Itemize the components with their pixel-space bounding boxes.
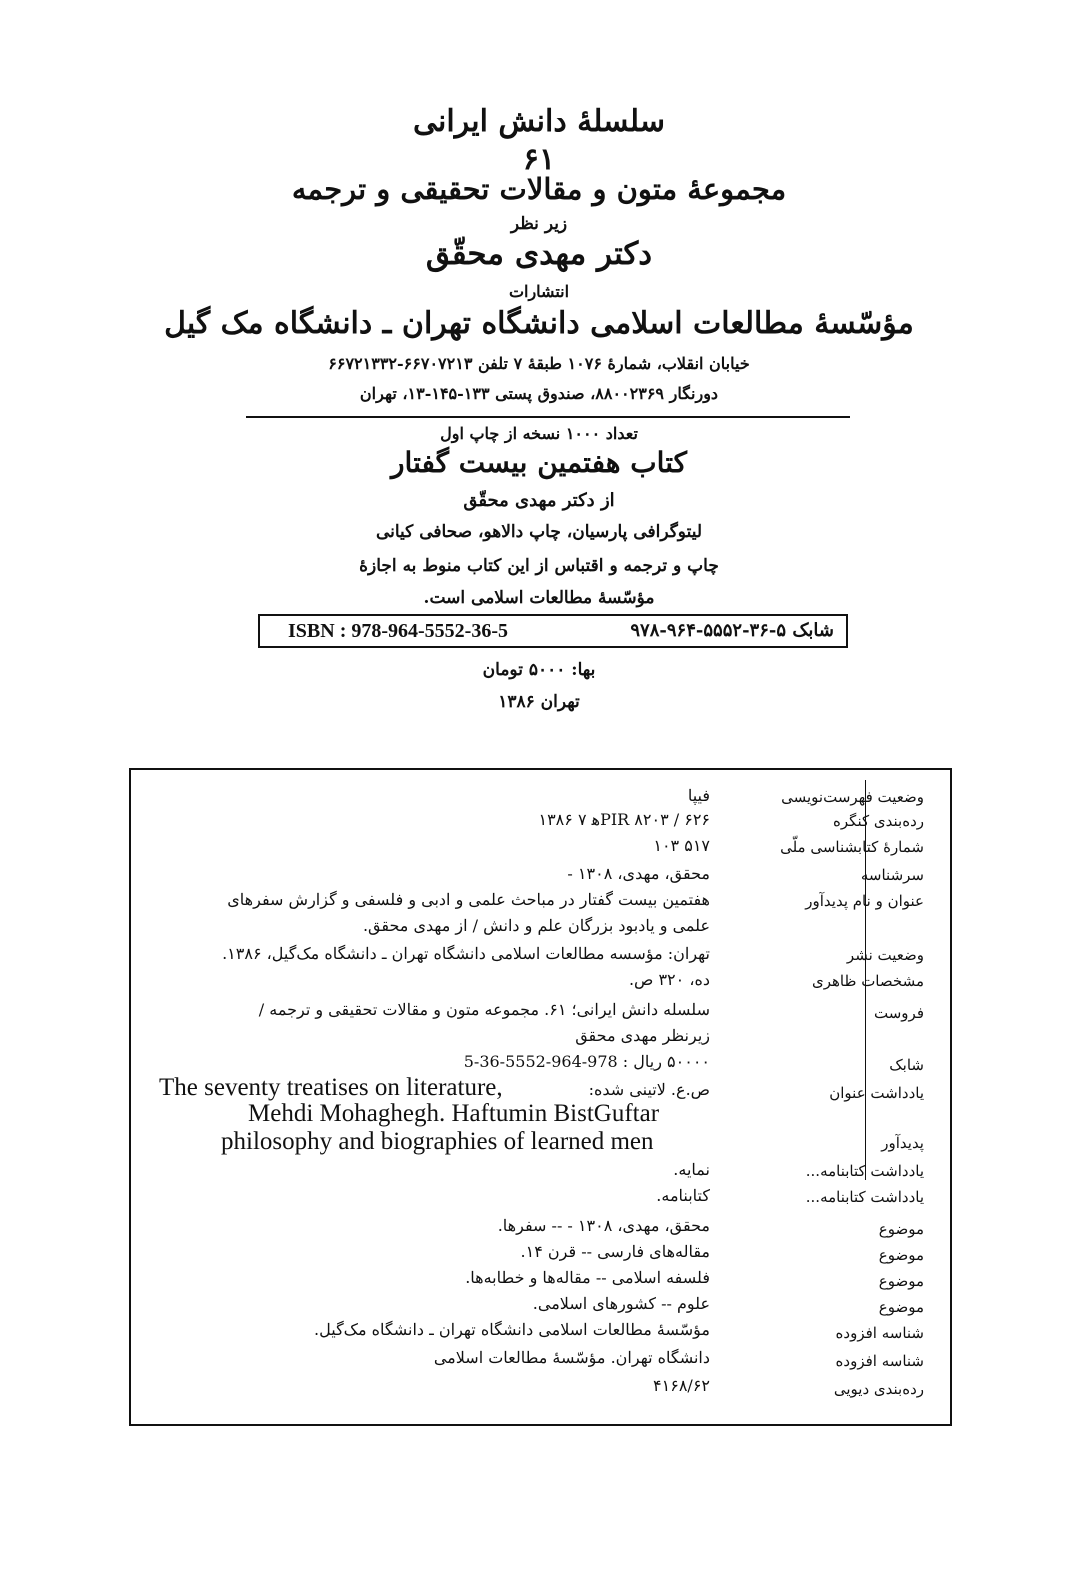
cip-english-title-3: philosophy and biographies of learned men [221,1128,654,1155]
cip-label-creator: پدیدآور [881,1134,924,1152]
cip-value-index: نمایه. [673,1160,710,1179]
book-title: کتاب هفتمین بیست گفتار [391,446,687,479]
editor-name: دکتر مهدی محقّق [425,236,653,272]
under-supervision: زیر نظر [510,214,568,234]
cip-value-subject-4: علوم -- کشورهای اسلامی. [532,1294,710,1313]
cip-label-bib-note-1: یادداشت کتابنامه... [805,1162,924,1180]
cip-value-subject-3: فلسفه اسلامی -- مقاله‌ها و خطابه‌ها. [465,1268,710,1287]
isbn-latin: ISBN : 978-964-5552-36-5 [288,620,508,642]
rights-line-2: مؤسّسهٔ مطالعات اسلامی است. [423,588,655,608]
cip-label-title-note: یادداشت عنوان [829,1084,924,1102]
cip-label-national-bib: شمارهٔ کتابشناسی ملّی [780,838,924,856]
cip-english-title-1: The seventy treatises on literature, [159,1074,503,1101]
cip-value-physical: ده، ۳۲۰ ص. [628,970,710,989]
cip-value-dewey: ۴۱۶۸/۶۲ [653,1376,710,1395]
publisher-contact: دورنگار ۸۸۰۰۲۳۶۹، صندوق پستی ۱۳۳-۱۴۵-۱۳، تهران [359,384,719,403]
cip-value-series-2: زیرنظر مهدی محقق [575,1026,710,1045]
cip-value-title-2: علمی و یادبود بزرگان علم و دانش / از مهدی محقق. [362,916,710,935]
cip-value-national-bib: ۵۱۷ ۱۰۳ [653,836,710,855]
cip-label-subject-2: موضوع [878,1246,924,1264]
book-author: از دکتر مهدی محقّق [463,490,615,511]
cip-value-main-entry: محقق، مهدی، ۱۳۰۸ - [567,864,710,883]
cip-label-main-entry: سرشناسه [860,866,924,884]
cip-value-bibliography: کتابنامه. [656,1186,710,1205]
publisher-address: خیابان انقلاب، شمارهٔ ۱۰۷۶ طبقهٔ ۷ تلفن ۶۶۷۰۷۲۱۳-۶۶۷۲۱۳۳۲ [328,354,750,373]
cip-label-subject-1: موضوع [878,1220,924,1238]
cip-label-isbn: شابک [889,1056,924,1074]
cip-label-series: فروست [874,1004,924,1022]
cip-english-title-2: Mehdi Mohaghegh. Haftumin BistGuftar [248,1100,660,1127]
header-rule [246,416,850,418]
cip-label-cataloging-status: وضعیت فهرست‌نویسی [781,788,924,806]
printing-info: لیتوگرافی پارسیان، چاپ دالاهو، صحافی کیانی [375,522,703,542]
cip-label-bib-note-2: یادداشت کتابنامه... [805,1188,924,1206]
cip-label-subject-4: موضوع [878,1298,924,1316]
cip-label-added-entry-1: شناسه افزوده [835,1324,924,1342]
cip-label-dewey: رده‌بندی دیویی [833,1380,924,1398]
collection-title: مجموعهٔ متون و مقالات تحقیقی و ترجمه [291,172,787,206]
cip-value-subject-2: مقاله‌های فارسی -- قرن ۱۴. [520,1242,710,1261]
cip-value-added-entry-2: دانشگاه تهران. مؤسّسهٔ مطالعات اسلامی [433,1348,710,1367]
print-run: تعداد ۱۰۰۰ نسخه از چاپ اول [440,424,638,443]
isbn-persian: شابک ۵-۳۶-۵۵۵۲-۹۶۴-۹۷۸ [630,620,834,641]
cip-label-physical: مشخصات ظاهری [811,972,924,990]
cip-label-added-entry-2: شناسه افزوده [835,1352,924,1370]
cip-value-added-entry-1: مؤسّسهٔ مطالعات اسلامی دانشگاه تهران ـ دانشگاه مک‌گیل. [314,1320,710,1339]
cip-value-isbn: ۵۰۰۰۰ ریال : 978-964-5552-36-5 [463,1052,710,1071]
place-year: تهران ۱۳۸۶ [498,692,580,712]
isbn-box [258,614,848,648]
cip-value-subject-1: محقق، مهدی، ۱۳۰۸ - -- سفرها. [497,1216,710,1235]
rights-line-1: چاپ و ترجمه و اقتباس از این کتاب منوط به اجازهٔ [359,556,719,576]
publications-label: انتشارات [508,282,570,301]
cip-value-status: فیپا [687,786,710,805]
price: بها: ۵۰۰۰ تومان [482,660,596,680]
cip-value-romanized-label: ص.ع. لاتینی شده: [588,1080,710,1099]
series-number: ۶۱ [522,142,556,177]
cip-record [129,768,952,1426]
cip-value-publication: تهران: مؤسسه مطالعات اسلامی دانشگاه تهران ـ دانشگاه مک‌گیل، ۱۳۸۶. [222,944,710,963]
cip-label-publication: وضعیت نشر [846,946,924,964]
cip-label-subject-3: موضوع [878,1272,924,1290]
cip-value-title-1: هفتمین بیست گفتار در مباحث علمی و ادبی و فلسفی و گزارش سفرهای [227,890,710,909]
cip-value-series-1: سلسله دانش ایرانی؛ ۶۱. مجموعه متون و مقالات تحقیقی و ترجمه / [258,1000,710,1019]
publisher-name: مؤسّسهٔ مطالعات اسلامی دانشگاه تهران ـ دانشگاه مک گیل [164,306,914,341]
cip-value-lc-class: PIR ۸۲۰۳ / ۶۲۶ه‍ ۷ ۱۳۸۶ [538,810,710,829]
cip-label-lc-class: رده‌بندی کنگره [833,812,924,830]
cip-label-title-author: عنوان و نام پدیدآور [805,892,924,910]
series-title: سلسلهٔ دانش ایرانی [413,104,665,139]
